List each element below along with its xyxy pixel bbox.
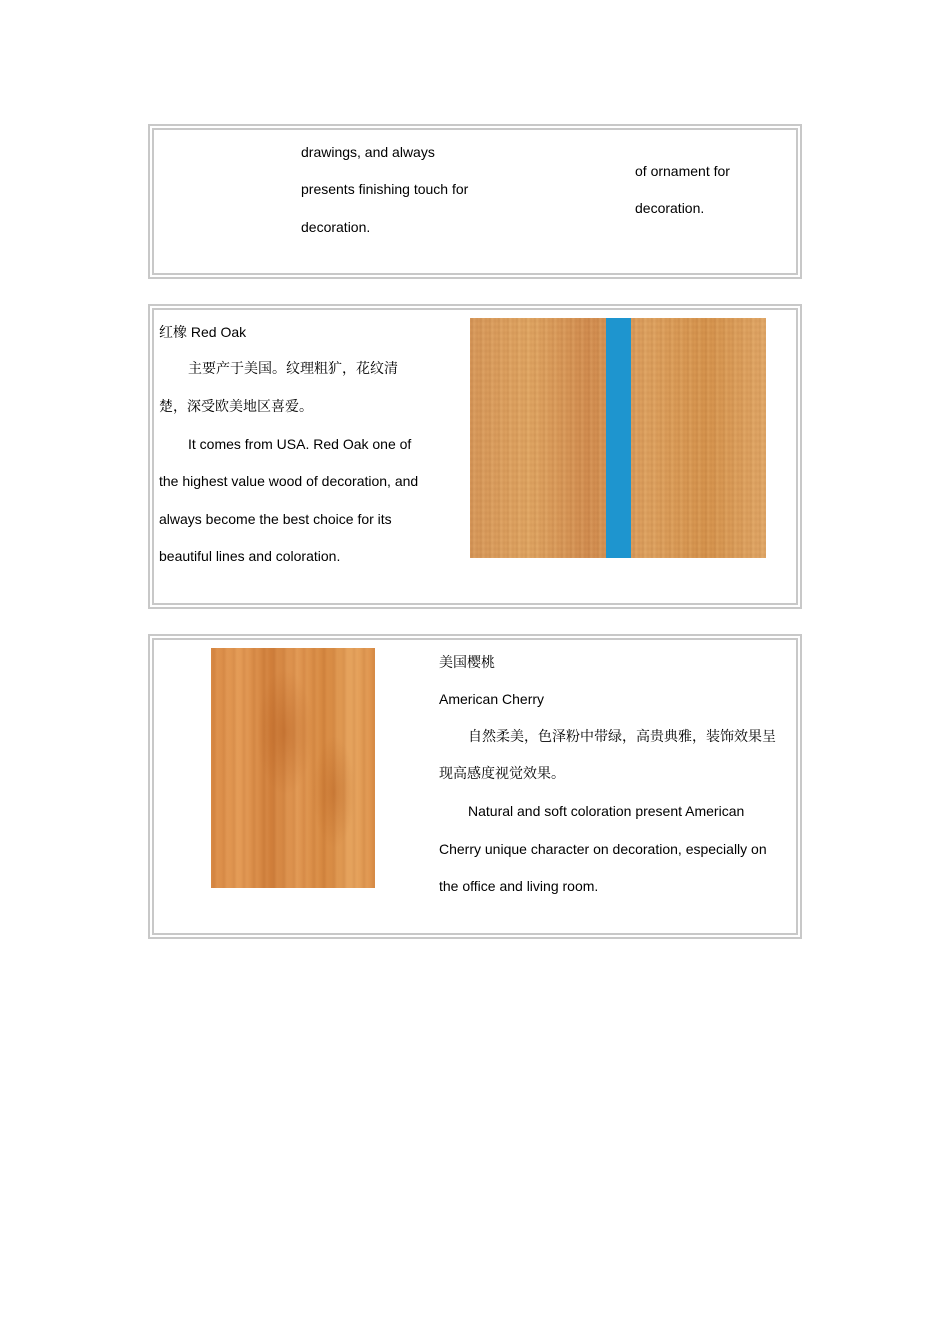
- ornament-left-line-2: presents finishing touch for: [301, 181, 469, 197]
- ornament-right-line-1: of ornament for: [635, 163, 730, 179]
- ornament-left-line-1: drawings, and always: [301, 144, 435, 160]
- red-oak-en-line-4: beautiful lines and coloration.: [159, 548, 341, 564]
- american-cherry-section-inner: [152, 638, 798, 935]
- red-oak-blue-stripe: [606, 318, 631, 558]
- american-cherry-wood-sample-image: [211, 648, 375, 888]
- red-oak-section-box: [148, 304, 802, 609]
- american-cherry-en-line-1: Natural and soft coloration present American: [468, 803, 745, 819]
- ornament-section-inner: [152, 128, 798, 275]
- american-cherry-en-line-2: Cherry unique character on decoration, especially on: [439, 841, 767, 857]
- red-oak-en-line-3: always become the best choice for its: [159, 511, 392, 527]
- american-cherry-zh-line-1: 自然柔美，色泽粉中带绿，高贵典雅，装饰效果呈: [468, 729, 776, 745]
- american-cherry-zh-line-2: 现高感度视觉效果。: [439, 766, 565, 782]
- american-cherry-title-zh: 美国樱桃: [439, 654, 495, 670]
- ornament-section-box: [148, 124, 802, 279]
- ornament-right-line-2: decoration.: [635, 200, 705, 216]
- red-oak-zh-line-1: 主要产于美国。纹理粗犷，花纹清: [188, 361, 398, 377]
- red-oak-zh-line-2: 楚，深受欧美地区喜爱。: [159, 399, 313, 415]
- red-oak-title: 红橡 Red Oak: [159, 324, 247, 340]
- red-oak-en-line-2: the highest value wood of decoration, and: [159, 473, 419, 489]
- american-cherry-title-en: American Cherry: [439, 691, 545, 707]
- ornament-left-line-3: decoration.: [301, 219, 371, 235]
- american-cherry-section-box: [148, 634, 802, 939]
- red-oak-wood-sample-image: [470, 318, 766, 558]
- american-cherry-en-line-3: the office and living room.: [439, 878, 599, 894]
- red-oak-section-inner: [152, 308, 798, 605]
- red-oak-en-line-1: It comes from USA. Red Oak one of: [188, 436, 412, 452]
